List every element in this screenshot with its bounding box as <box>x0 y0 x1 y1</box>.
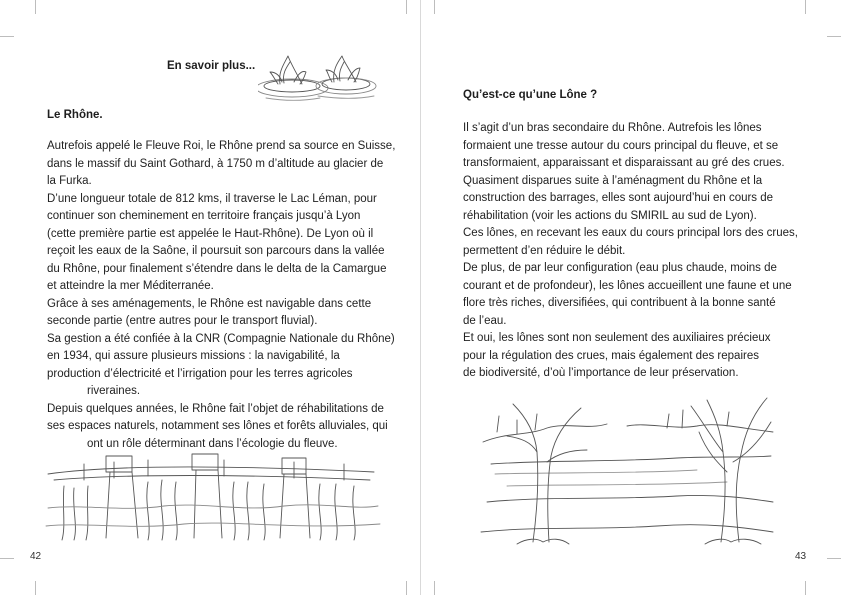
text-line: De plus, de par leur configuration (eau plus chaude, moins de <box>463 262 777 274</box>
text-line: formaient une tresse autour du cours principal du fleuve, et se <box>463 139 779 152</box>
right-page <box>421 0 841 595</box>
lone-body-text <box>463 120 798 383</box>
section-title-lone: Qu’est-ce qu’une Lône ? <box>463 89 598 101</box>
text-line: seconde partie (entre autres pour le transport fluvial). <box>47 315 318 327</box>
text-line: Depuis quelques années, le Rhône fait l’objet de réhabilitations de <box>47 402 384 415</box>
text-line: réhabilitation (voir les actions du SMIRIL au sud de Lyon). <box>463 209 757 222</box>
dam-sketch <box>44 446 382 546</box>
text-line: production d’électricité et l’irrigation pour les terres agricoles <box>47 367 353 380</box>
text-line: Grâce à ses aménagements, le Rhône est navigable dans cette <box>47 297 372 310</box>
text-line: Autrefois appelé le Fleuve Roi, le Rhône prend sa source en Suisse, <box>47 140 396 152</box>
text-line: permettent d’en réduire le débit. <box>463 244 626 257</box>
riverbank-trees-sketch <box>477 392 777 552</box>
text-line: reçoit les eaux de la Saône, il poursuit son parcours dans la vallée <box>47 245 385 257</box>
text-line: construction des barrages, elles sont aujourd’hui en cours de <box>463 192 774 204</box>
section-title-rhone: Le Rhône. <box>47 109 103 121</box>
text-line: Il s’agit d’un bras secondaire du Rhône. Autrefois les lônes <box>463 122 762 134</box>
text-line: riveraines. <box>87 385 141 397</box>
text-line: du Rhône, pour finalement s’étendre dans le delta de la Camargue <box>47 262 387 275</box>
text-line: dans le massif du Saint Gothard, à 1750 m d’altitude au glacier de <box>47 157 384 170</box>
text-line: (cette première partie est appelée le Haut-Rhône). De Lyon où il <box>47 227 374 240</box>
text-line: Quasiment disparues suite à l’aménagment du Rhône et la <box>463 174 763 187</box>
text-line: de biodiversité, d’où l’importance de leur préservation. <box>463 367 739 379</box>
text-line: D’une longueur totale de 812 kms, il traverse le Lac Léman, pour <box>47 192 377 205</box>
text-line: de l’eau. <box>463 314 507 327</box>
text-line: et atteindre la mer Méditerranée. <box>47 280 214 292</box>
text-line: Sa gestion a été confiée à la CNR (Compagnie Nationale du Rhône) <box>47 332 395 345</box>
left-page <box>0 0 420 595</box>
text-line: pour la régulation des crues, mais également des repaires <box>463 349 759 362</box>
text-line: flore très riches, diversifiées, qui contribuent à la bonne santé <box>463 297 776 309</box>
rhone-body-text <box>47 138 395 453</box>
text-line: continuer son cheminement en territoire français jusqu’à Lyon <box>47 210 361 222</box>
text-line: la Furka. <box>47 175 92 187</box>
text-line: Ces lônes, en recevant les eaux du cours principal lors des crues, <box>463 227 798 239</box>
text-line: en 1934, qui assure plusieurs missions : la navigabilité, la <box>47 350 340 362</box>
text-line: transformaient, apparaissant et disparaissant au gré des crues. <box>463 157 785 169</box>
page-number-left: 42 <box>30 551 42 562</box>
text-line: Et oui, les lônes sont non seulement des auxiliaires précieux <box>463 332 771 344</box>
page-number-right: 43 <box>795 551 807 562</box>
text-line: courant et de profondeur), les lônes accueillent une faune et une <box>463 279 792 292</box>
aside-title: En savoir plus... <box>167 60 256 72</box>
text-line: ses espaces naturels, notamment ses lônes et forêts alluviales, qui <box>47 420 388 432</box>
text-line: ont un rôle déterminant dans l’écologie du fleuve. <box>87 437 338 450</box>
lotus-sketch <box>258 50 378 110</box>
